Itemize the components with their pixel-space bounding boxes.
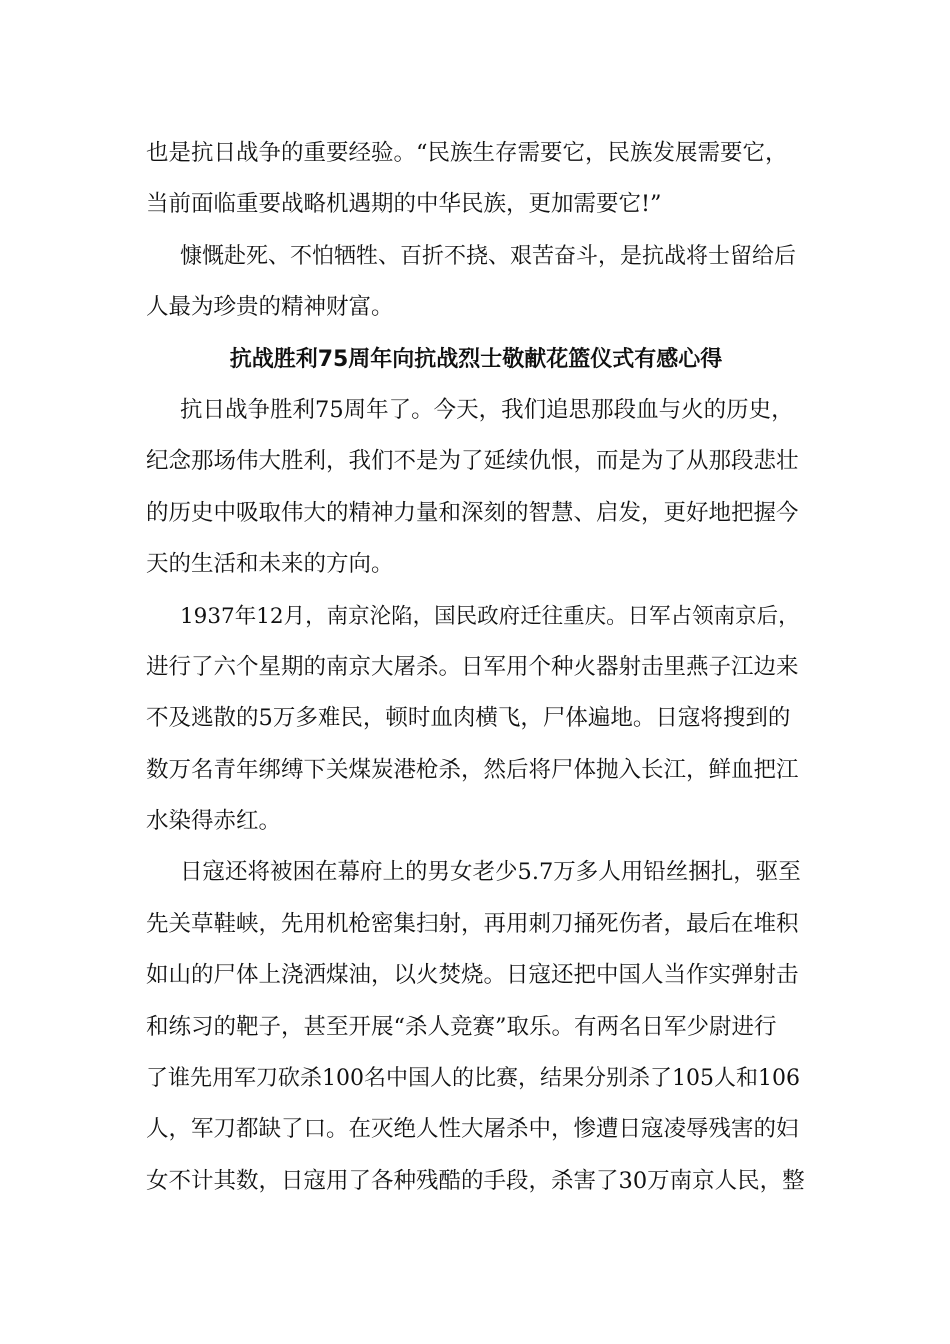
paragraph-line: 纪念那场伟大胜利，我们不是为了延续仇恨，而是为了从那段悲壮 <box>146 448 799 475</box>
paragraph-line: 当前面临重要战略机遇期的中华民族，更加需要它!” <box>146 191 662 218</box>
paragraph-line: 水染得赤红。 <box>146 808 282 835</box>
paragraph-line: 和练习的靶子，甚至开展“杀人竞赛”取乐。有两名日军少尉进行 <box>146 1013 777 1040</box>
paragraph-line: 慷慨赴死、不怕牺牲、百折不挠、艰苦奋斗，是抗战将士留给后 <box>180 243 797 269</box>
paragraph-line: 人最为珍贵的精神财富。 <box>146 294 394 321</box>
paragraph-line: 也是抗日战争的重要经验。“民族生存需要它，民族发展需要它， <box>146 140 788 166</box>
paragraph-line: 数万名青年绑缚下关煤炭港枪杀，然后将尸体抛入长江，鲜血把江 <box>146 756 799 783</box>
paragraph-line: 进行了六个星期的南京大屠杀。日军用个种火器射击里燕子江边来 <box>146 653 799 680</box>
section-title: 抗战胜利75周年向抗战烈士敬献花篮仪式有感心得 <box>229 346 723 372</box>
paragraph-line: 日寇还将被困在幕府上的男女老少5.7万多人用铅丝捆扎，驱至 <box>180 859 801 886</box>
paragraph-line: 不及逃散的5万多难民，顿时血肉横飞，尸体遍地。日寇将搜到的 <box>146 705 791 732</box>
paragraph-line: 先关草鞋峡，先用机枪密集扫射，再用刺刀捅死伤者，最后在堆积 <box>146 910 799 937</box>
paragraph-line: 人，军刀都缺了口。在灭绝人性大屠杀中，惨遭日寇凌辱残害的妇 <box>146 1116 799 1143</box>
document-body <box>146 128 806 1207</box>
paragraph-line: 1937年12月，南京沦陷，国民政府迁往重庆。日军占领南京后， <box>180 603 800 629</box>
paragraph-line: 了谁先用军刀砍杀100名中国人的比赛，结果分别杀了105人和106 <box>146 1066 800 1092</box>
paragraph-line: 天的生活和未来的方向。 <box>146 551 394 578</box>
paragraph-line: 如山的尸体上浇洒煤油，以火焚烧。日寇还把中国人当作实弹射击 <box>146 962 799 989</box>
paragraph-line: 的历史中吸取伟大的精神力量和深刻的智慧、启发，更好地把握今 <box>146 499 799 526</box>
paragraph-line: 抗日战争胜利75周年了。今天，我们追思那段血与火的历史， <box>180 396 794 423</box>
paragraph-line: 女不计其数，日寇用了各种残酷的手段，杀害了30万南京人民，整 <box>146 1167 805 1194</box>
